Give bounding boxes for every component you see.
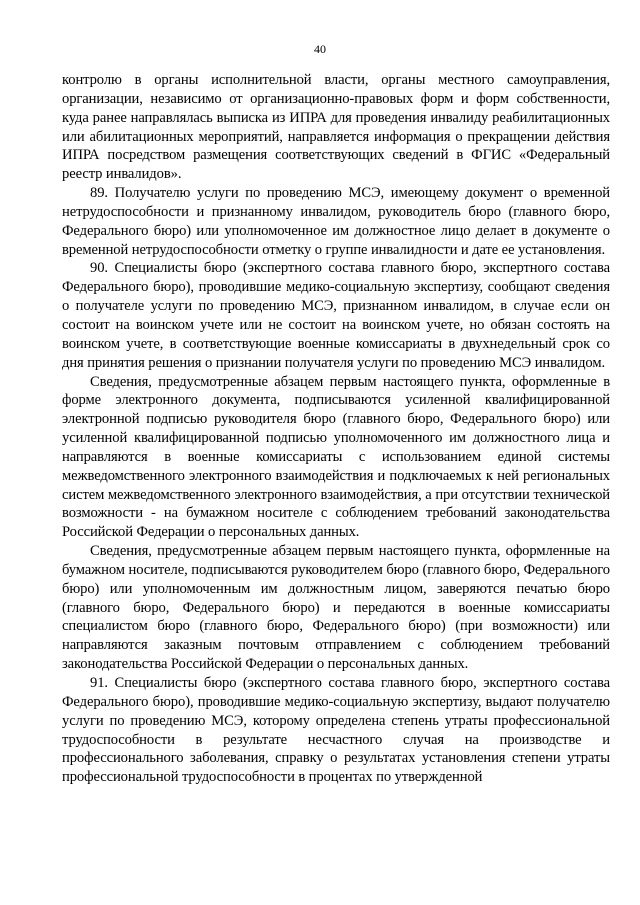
paragraph-90-electronic: Сведения, предусмотренные абзацем первым настоящего пункта, оформленные в форме электронного документа, подписываются усиленной квалифицированной электронной подписью руководителя бюро (главного бюро, Федерального бюро) или усиленной квалифицированной подписью уполномоченного им должностного лица и направляются в военные комиссариаты с использованием единой системы межведомственного электронного взаимодействия и подключаемых к ней региональных систем межведомственного электронного взаимодействия, а при отсутствии технической возможности - на бумажном носителе с соблюдением требований законодательства Российской Федерации о персональных данных. bbox=[62, 373, 610, 541]
paragraph-91: 91. Специалисты бюро (экспертного состава главного бюро, экспертного состава Федерального бюро), проводившие медико-социальную экспертизу, выдают получателю услуги по проведению МСЭ, которому определена степень утраты профессиональной трудоспособности в результате несчастного случая на производстве и профессионального заболевания, справку о результатах установления степени утраты профессиональной трудоспособности в процентах по утвержденной bbox=[62, 675, 610, 786]
paragraph-continuation: контролю в органы исполнительной власти, органы местного самоуправления, организации, независимо от организационно-правовых форм и форм собственности, куда ранее направлялась выписка из ИПРА для проведения инвалиду реабилитационных или абилитационных мероприятий, направляется информация о прекращении действия ИПРА посредством размещения соответствующих сведений в ФГИС «Федеральный реестр инвалидов». bbox=[62, 72, 610, 183]
paragraph-89: 89. Получателю услуги по проведению МСЭ, имеющему документ о временной нетрудоспособности и признанному инвалидом, руководитель бюро (главного бюро, Федерального бюро) или уполномоченное им должностное лицо делает в документе о временной нетрудоспособности отметку о группе инвалидности и дате ее установления. bbox=[62, 185, 610, 258]
paragraph-90: 90. Специалисты бюро (экспертного состава главного бюро, экспертного состава Федерального бюро), проводившие медико-социальную экспертизу, сообщают сведения о получателе услуги по проведению МСЭ, признанном инвалидом, в случае если он состоит на воинском учете или не состоит на воинском учете, но обязан состоять на воинском учете, в соответствующие военные комиссариаты в двухнедельный срок со дня принятия решения о признании получателя услуги по проведению МСЭ инвалидом. bbox=[62, 260, 610, 371]
page-number: 40 bbox=[314, 42, 326, 56]
paragraph-90-paper: Сведения, предусмотренные абзацем первым настоящего пункта, оформленные на бумажном носителе, подписываются руководителем бюро (главного бюро, Федерального бюро) или уполномоченным им должностным лицом, заверяются печатью бюро (главного бюро, Федерального бюро) и передаются в военные комиссариаты специалистом бюро (главного бюро, Федерального бюро) (при возможности) или направляются заказным почтовым отправлением с соблюдением требований законодательства Российской Федерации о персональных данных. bbox=[62, 543, 610, 673]
document-body bbox=[62, 71, 610, 787]
